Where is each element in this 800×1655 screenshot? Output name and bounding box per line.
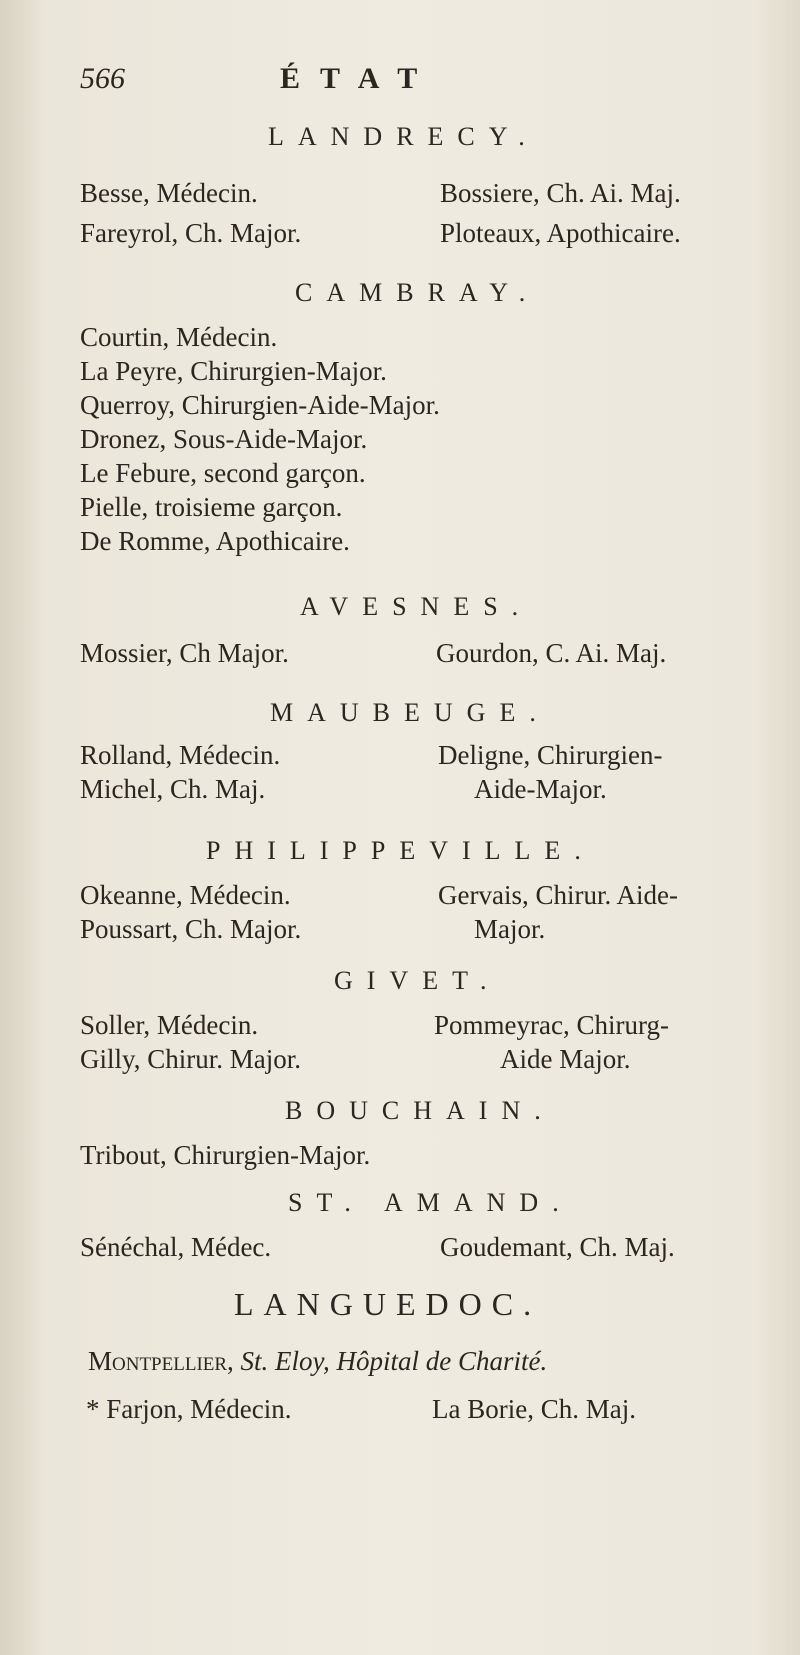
section-title-st-amand: ST. AMAND. <box>288 1188 573 1217</box>
entry-line: Aide-Major. <box>474 774 607 804</box>
section-title-bouchain: BOUCHAIN. <box>285 1096 555 1125</box>
entry-line: Aide Major. <box>500 1044 631 1074</box>
entry-line: Ploteaux, Apothicaire. <box>440 218 681 248</box>
hospital-name: Hôpital de Charité. <box>336 1346 548 1376</box>
entry-line: Okeanne, Médecin. <box>80 880 291 910</box>
entry-line: Michel, Ch. Maj. <box>80 774 266 804</box>
entry-line: La Borie, Ch. Maj. <box>432 1394 636 1424</box>
entry-line: Le Febure, second garçon. <box>80 458 366 488</box>
entry-line: Dronez, Sous-Aide-Major. <box>80 424 368 454</box>
entry-line: Gervais, Chirur. Aide- <box>438 880 678 910</box>
entry-line: Rolland, Médecin. <box>80 740 281 770</box>
section-title-maubeuge: MAUBEUGE. <box>270 698 550 727</box>
entry-line: De Romme, Apothicaire. <box>80 526 350 556</box>
entry-line: Poussart, Ch. Major. <box>80 914 302 944</box>
page-number: 566 <box>80 62 125 95</box>
entry-line: Goudemant, Ch. Maj. <box>440 1232 675 1262</box>
section-title-languedoc: LANGUEDOC. <box>234 1286 542 1322</box>
place-name: St. Eloy, <box>240 1346 330 1376</box>
section-title-landrecy: LANDRECY. <box>268 122 539 151</box>
montpellier-line <box>88 1346 547 1377</box>
entry-line: Soller, Médecin. <box>80 1010 259 1040</box>
running-head: ÉTAT <box>280 62 438 95</box>
entry-line: Fareyrol, Ch. Major. <box>80 218 302 248</box>
entry-line: * Farjon, Médecin. <box>86 1394 292 1424</box>
entry-line: Deligne, Chirurgien- <box>438 740 663 770</box>
entry-line: Pommeyrac, Chirurg- <box>434 1010 669 1040</box>
section-title-givet: GIVET. <box>334 966 501 995</box>
entry-line: Major. <box>474 914 546 944</box>
entry-line: La Peyre, Chirurgien-Major. <box>80 356 387 386</box>
entry-line: Gilly, Chirur. Major. <box>80 1044 301 1074</box>
entry-line: Besse, Médecin. <box>80 178 258 208</box>
entry-line: Courtin, Médecin. <box>80 322 278 352</box>
entry-line: Pielle, troisieme garçon. <box>80 492 343 522</box>
section-title-avesnes: AVESNES. <box>300 592 533 621</box>
section-title-philippeville: PHILIPPEVILLE. <box>206 836 595 865</box>
entry-line: Bossiere, Ch. Ai. Maj. <box>440 178 681 208</box>
entry-line: Gourdon, C. Ai. Maj. <box>436 638 667 668</box>
city-name: Montpellier, <box>88 1346 234 1376</box>
entry-line: Tribout, Chirurgien-Major. <box>80 1140 371 1170</box>
entry-line: Querroy, Chirurgien-Aide-Major. <box>80 390 440 420</box>
entry-line: Sénéchal, Médec. <box>80 1232 272 1262</box>
entry-line: Mossier, Ch Major. <box>80 638 289 668</box>
section-title-cambray: CAMBRAY. <box>295 278 540 307</box>
